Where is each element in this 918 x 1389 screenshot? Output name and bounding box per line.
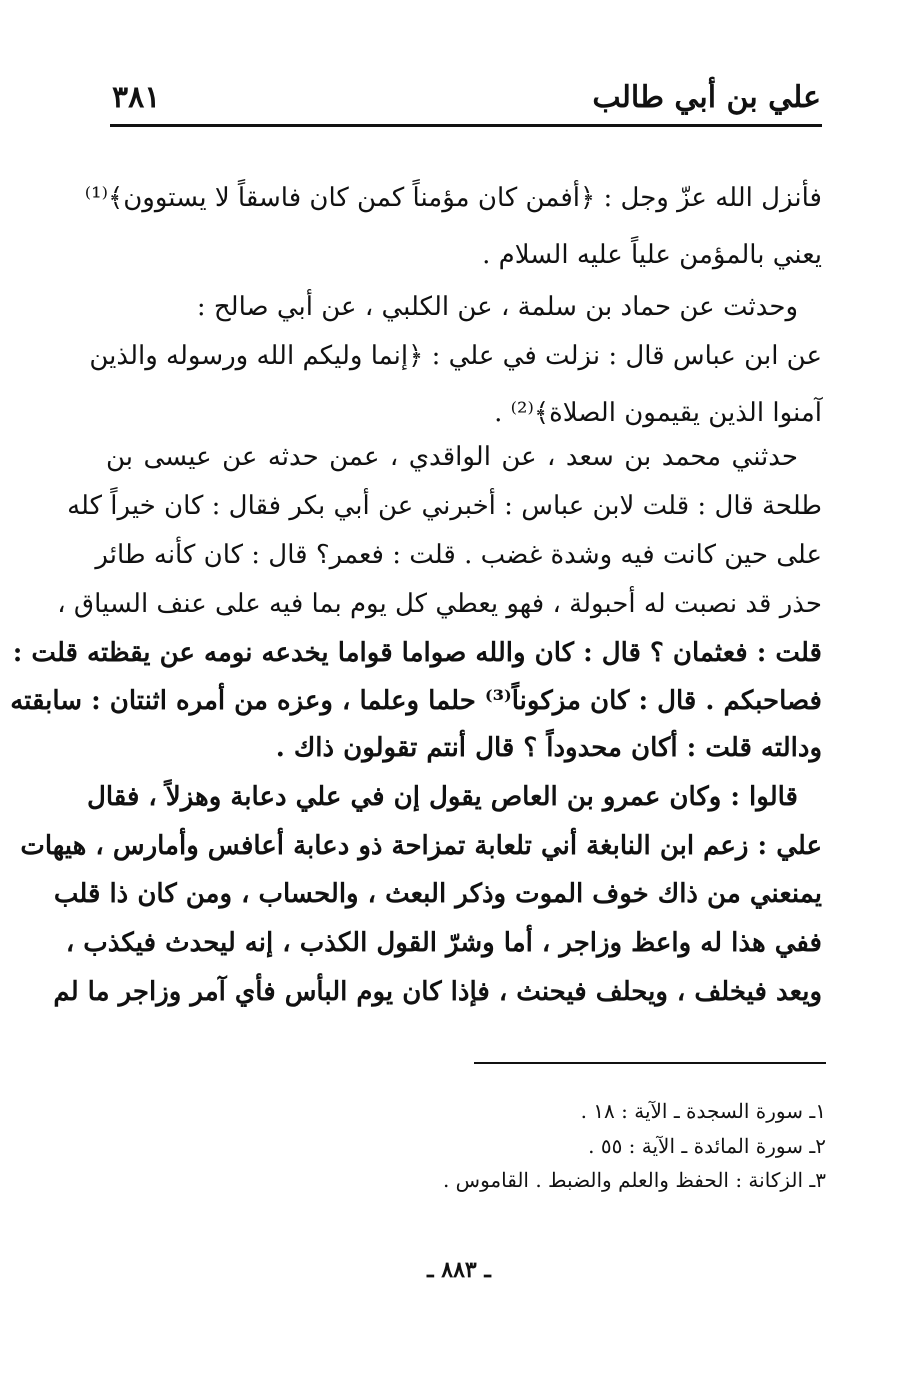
footnote: ١ـ سورة السجدة ـ الآية : ١٨ . (580, 1099, 826, 1123)
body-line: قالوا : وكان عمرو بن العاص يقول إن في علي دعابة وهزلاً ، فقال (86, 782, 798, 812)
body-line: على حين كانت فيه وشدة غضب . قلت : فعمر؟ قال : كان كأنه طائر (95, 540, 822, 570)
body-line: ففي هذا له واعظ وزاجر ، أما وشرّ القول الكذب ، إنه ليحدث فيكذب ، (65, 928, 822, 958)
body-line: وحدثت عن حماد بن سلمة ، عن الكلبي ، عن أبي صالح : (196, 292, 798, 322)
footnote: ٢ـ سورة المائدة ـ الآية : ٥٥ . (588, 1134, 826, 1158)
body-line: ويعد فيخلف ، ويحلف فيحنث ، فإذا كان يوم البأس فأي آمر وزاجر ما لم (53, 977, 822, 1007)
body-line: قلت : فعثمان ؟ قال : كان والله صواما قواما يخدعه نومه عن يقظته قلت : (12, 638, 822, 668)
body-line: حدثني محمد بن سعد ، عن الواقدي ، عمن حدثه عن عيسى بن (106, 442, 798, 472)
running-header-title: علي بن أبي طالب (592, 80, 821, 115)
page-number: ٣٨١ (112, 80, 161, 115)
body-line: آمنوا الذين يقيمون الصلاة﴾⁽²⁾ . (494, 398, 822, 428)
body-line: طلحة قال : قلت لابن عباس : أخبرني عن أبي بكر فقال : كان خيراً كله (67, 491, 822, 521)
body-line: فصاحبكم . قال : كان مزكوناً⁽³⁾ حلما وعلما ، وعزه من أمره اثنتان : سابقته (10, 686, 822, 716)
folio-number: ـ ٨٨٣ ـ (427, 1257, 491, 1283)
body-line: يعني بالمؤمن علياً عليه السلام . (482, 240, 822, 270)
body-line: يمنعني من ذاك خوف الموت وذكر البعث ، والحساب ، ومن كان ذا قلب (53, 879, 822, 909)
body-line: علي : زعم ابن النابغة أني تلعابة تمزاحة ذو دعابة أعافس وأمارس ، هيهات (20, 831, 822, 861)
footnote-separator (474, 1062, 826, 1064)
header-rule (110, 124, 822, 127)
footnote: ٣ـ الزكانة : الحفظ والعلم والضبط . القاموس . (442, 1168, 826, 1192)
body-line: ودالته قلت : أكان محدوداً ؟ قال أنتم تقولون ذاك . (275, 733, 822, 763)
body-line: حذر قد نصبت له أحبولة ، فهو يعطي كل يوم بما فيه على عنف السياق ، (57, 589, 822, 619)
body-line: فأنزل الله عزّ وجل : ﴿أفمن كان مؤمناً كمن كان فاسقاً لا يستوون﴾⁽¹⁾ (84, 183, 822, 213)
body-line: عن ابن عباس قال : نزلت في علي : ﴿إنما وليكم الله ورسوله والذين (89, 341, 822, 371)
